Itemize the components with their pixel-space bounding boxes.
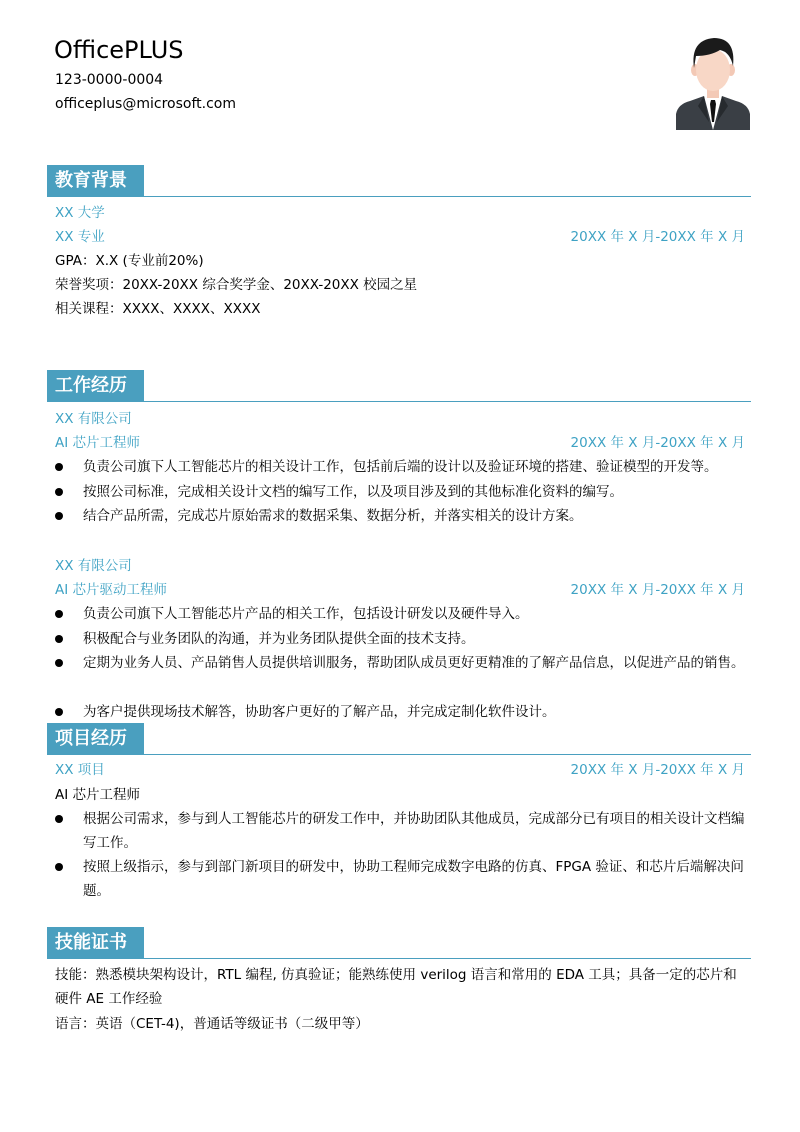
job-bullet: 为客户提供现场技术解答，协助客户更好的了解产品，并完成定制化软件设计。 [55, 700, 745, 724]
school-name: XX 大学 [55, 205, 105, 221]
job-role: AI 芯片驱动工程师 [55, 582, 168, 598]
project-period: 20XX 年 X 月-20XX 年 X 月 [570, 762, 745, 778]
bullet-dot [55, 815, 63, 823]
project-role: AI 芯片工程师 [55, 787, 141, 803]
project-row [55, 758, 745, 782]
gpa-line: GPA：X.X (专业前20%) [55, 253, 204, 269]
job-period: 20XX 年 X 月-20XX 年 X 月 [570, 582, 745, 598]
project-bullet: 根据公司需求，参与到人工智能芯片的研发工作中，并协助团队其他成员，完成部分已有项目的相关设计文档编写工作。 [55, 807, 745, 855]
job-role-row [55, 578, 745, 602]
section-divider [47, 754, 751, 755]
language-line: 语言：英语（CET-4)，普通话等级证书（二级甲等） [55, 1016, 369, 1032]
bullet-dot [55, 708, 63, 716]
section-project-header [47, 723, 751, 755]
bullet-dot [55, 463, 63, 471]
job-role: AI 芯片工程师 [55, 435, 141, 451]
job-bullet: 负责公司旗下人工智能芯片的相关设计工作，包括前后端的设计以及验证环境的搭建、验证模型的开发等。 [55, 455, 745, 479]
job-bullet: 负责公司旗下人工智能芯片产品的相关工作，包括设计研发以及硬件导入。 [55, 602, 745, 626]
job-role-row [55, 431, 745, 455]
avatar [676, 34, 750, 130]
honors-line: 荣誉奖项：20XX-20XX 综合奖学金、20XX-20XX 校园之星 [55, 277, 418, 293]
bullet-dot [55, 659, 63, 667]
email-address: officeplus@microsoft.com [55, 96, 236, 112]
education-major-row [55, 225, 745, 249]
project-name: XX 项目 [55, 762, 105, 778]
job-bullet: 积极配合与业务团队的沟通，并为业务团队提供全面的技术支持。 [55, 627, 745, 651]
bullet-dot [55, 512, 63, 520]
major-name: XX 专业 [55, 229, 105, 245]
job-period: 20XX 年 X 月-20XX 年 X 月 [570, 435, 745, 451]
section-divider [47, 958, 751, 959]
phone-number: 123-0000-0004 [55, 72, 164, 88]
section-education-header [47, 165, 751, 197]
bullet-dot [55, 488, 63, 496]
bullet-dot [55, 635, 63, 643]
bullet-dot [55, 610, 63, 618]
resume-name: OfficePLUS [54, 36, 184, 64]
section-project-title: 项目经历 [47, 723, 144, 755]
project-bullet: 按照上级指示，参与到部门新项目的研发中，协助工程师完成数字电路的仿真、FPGA 验证、和芯片后端解决问题。 [55, 855, 745, 903]
section-education-title: 教育背景 [47, 165, 144, 197]
section-divider [47, 196, 751, 197]
section-work-title: 工作经历 [47, 370, 144, 402]
section-skills-header [47, 927, 751, 959]
job-bullet: 按照公司标准，完成相关设计文档的编写工作，以及项目涉及到的其他标准化资料的编写。 [55, 480, 745, 504]
courses-line: 相关课程：XXXX、XXXX、XXXX [55, 301, 261, 317]
job-company: XX 有限公司 [55, 558, 132, 574]
section-work-header [47, 370, 751, 402]
job-company: XX 有限公司 [55, 411, 132, 427]
skills-line: 技能：熟悉模块架构设计，RTL 编程, 仿真验证；能熟练使用 verilog 语言和常用的 EDA 工具；具备一定的芯片和硬件 AE 工作经验 [55, 967, 737, 1007]
section-divider [47, 401, 751, 402]
job-bullet: 结合产品所需，完成芯片原始需求的数据采集、数据分析，并落实相关的设计方案。 [55, 504, 745, 528]
job-bullet: 定期为业务人员、产品销售人员提供培训服务，帮助团队成员更好更精准的了解产品信息，以促进产品的销售。 [55, 651, 745, 675]
section-skills-title: 技能证书 [47, 927, 144, 959]
education-period: 20XX 年 X 月-20XX 年 X 月 [570, 229, 745, 245]
bullet-dot [55, 863, 63, 871]
